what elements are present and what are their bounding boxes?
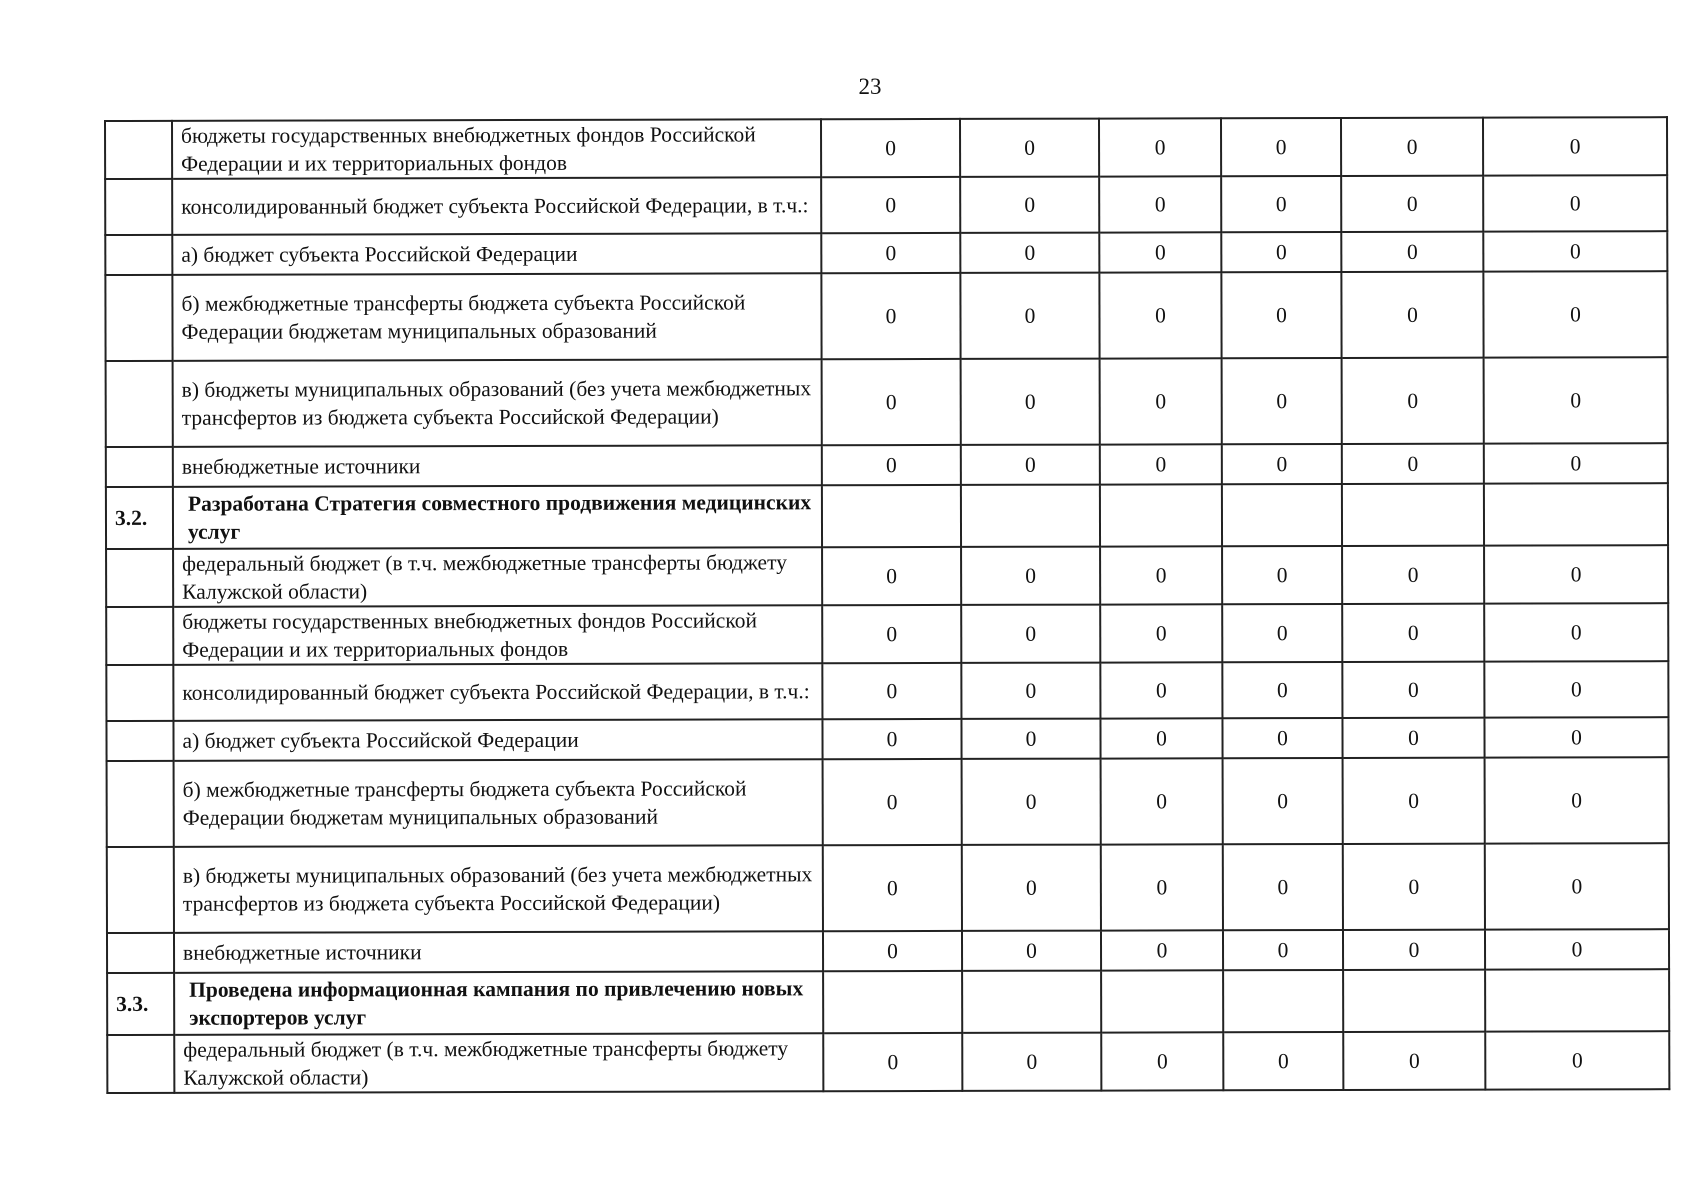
value-cell: 0	[1483, 117, 1667, 175]
section-row	[106, 483, 1668, 549]
table-row	[106, 357, 1668, 447]
value-cell: 0	[1222, 444, 1342, 484]
value-cell: 0	[1342, 604, 1484, 662]
value-cell	[1223, 970, 1343, 1032]
budget-table-body	[105, 117, 1669, 1093]
funding-source-cell: федеральный бюджет (в т.ч. межбюджетные трансферты бюджету Калужской области)	[173, 547, 822, 607]
value-cell: 0	[1100, 546, 1222, 604]
value-cell: 0	[1223, 1032, 1343, 1090]
value-cell: 0	[1483, 175, 1667, 231]
value-cell	[1484, 483, 1668, 545]
value-cell: 0	[821, 119, 960, 177]
value-cell: 0	[1484, 443, 1668, 483]
row-number-cell	[107, 933, 174, 973]
funding-source-cell: внебюджетные источники	[174, 931, 823, 973]
section-title-cell: Разработана Стратегия совместного продвижения медицинских услуг	[173, 485, 822, 549]
value-cell: 0	[822, 445, 961, 485]
value-cell: 0	[1343, 1032, 1485, 1090]
value-cell: 0	[822, 547, 961, 605]
value-cell: 0	[823, 759, 962, 845]
value-cell: 0	[821, 273, 960, 359]
row-number-cell	[105, 235, 172, 275]
value-cell: 0	[1100, 662, 1222, 718]
value-cell: 0	[1221, 272, 1341, 358]
funding-source-cell: бюджеты государственных внебюджетных фондов Российской Федерации и их территориальных фондов	[172, 119, 821, 179]
funding-source-cell: консолидированный бюджет субъекта Российской Федерации, в т.ч.:	[172, 177, 821, 235]
value-cell: 0	[822, 359, 961, 445]
section-row	[107, 969, 1669, 1035]
value-cell: 0	[961, 719, 1100, 759]
value-cell	[961, 485, 1100, 547]
value-cell: 0	[1341, 176, 1483, 232]
table-row	[105, 231, 1667, 275]
value-cell: 0	[1222, 662, 1342, 718]
funding-source-cell: бюджеты государственных внебюджетных фондов Российской Федерации и их территориальных фондов	[173, 605, 822, 665]
table-row	[106, 545, 1668, 607]
table-row	[107, 843, 1669, 933]
value-cell	[962, 971, 1101, 1033]
value-cell: 0	[1484, 357, 1668, 443]
value-cell: 0	[1223, 844, 1343, 930]
table-row	[106, 443, 1668, 487]
budget-table	[104, 116, 1670, 1094]
value-cell: 0	[1343, 930, 1485, 970]
value-cell: 0	[1222, 358, 1342, 444]
value-cell: 0	[962, 931, 1101, 971]
value-cell: 0	[1101, 844, 1223, 930]
value-cell: 0	[1223, 758, 1343, 844]
value-cell: 0	[1342, 358, 1484, 444]
value-cell: 0	[1222, 718, 1342, 758]
value-cell: 0	[1101, 758, 1223, 844]
value-cell: 0	[1483, 271, 1667, 357]
value-cell: 0	[1484, 545, 1668, 603]
value-cell: 0	[1485, 757, 1669, 843]
value-cell: 0	[1483, 231, 1667, 271]
row-number-cell	[106, 447, 173, 487]
value-cell: 0	[962, 845, 1101, 931]
value-cell: 0	[1485, 1031, 1669, 1089]
value-cell: 0	[1342, 718, 1484, 758]
value-cell: 0	[1222, 546, 1342, 604]
value-cell: 0	[823, 931, 962, 971]
funding-source-cell: консолидированный бюджет субъекта Российской Федерации, в т.ч.:	[173, 663, 822, 721]
value-cell: 0	[822, 663, 961, 719]
funding-source-cell: а) бюджет субъекта Российской Федерации	[172, 233, 821, 275]
row-number-cell: 3.2.	[106, 487, 173, 549]
value-cell: 0	[961, 663, 1100, 719]
value-cell: 0	[1100, 444, 1222, 484]
value-cell: 0	[1099, 118, 1221, 176]
funding-source-cell: федеральный бюджет (в т.ч. межбюджетные трансферты бюджету Калужской области)	[174, 1033, 823, 1093]
value-cell: 0	[1099, 176, 1221, 232]
value-cell	[1342, 484, 1484, 546]
table-row	[106, 717, 1668, 761]
row-number-cell	[107, 847, 174, 933]
value-cell: 0	[1100, 718, 1222, 758]
value-cell: 0	[962, 1033, 1101, 1091]
funding-source-cell: в) бюджеты муниципальных образований (без учета межбюджетных трансфертов из бюджета субъекта Российской Федерации)	[174, 845, 823, 933]
table-row	[106, 603, 1668, 665]
value-cell: 0	[1485, 843, 1669, 929]
value-cell: 0	[1484, 661, 1668, 717]
value-cell: 0	[1099, 232, 1221, 272]
row-number-cell	[106, 665, 173, 721]
value-cell: 0	[1221, 176, 1341, 232]
value-cell: 0	[1484, 717, 1668, 757]
table-row	[106, 661, 1668, 721]
value-cell: 0	[1485, 929, 1669, 969]
value-cell: 0	[1342, 546, 1484, 604]
value-cell: 0	[822, 719, 961, 759]
row-number-cell	[107, 1035, 174, 1093]
value-cell	[1222, 484, 1342, 546]
value-cell: 0	[1343, 844, 1485, 930]
funding-source-cell: внебюджетные источники	[173, 445, 822, 487]
funding-source-cell: б) межбюджетные трансферты бюджета субъекта Российской Федерации бюджетам муниципальных образований	[172, 273, 821, 361]
value-cell: 0	[822, 605, 961, 663]
value-cell: 0	[960, 233, 1099, 273]
value-cell: 0	[961, 445, 1100, 485]
row-number-cell	[106, 721, 173, 761]
value-cell: 0	[961, 605, 1100, 663]
value-cell: 0	[961, 547, 1100, 605]
row-number-cell	[106, 361, 173, 447]
value-cell	[1485, 969, 1669, 1031]
page-number: 23	[858, 74, 882, 99]
value-cell: 0	[1342, 662, 1484, 718]
value-cell	[1100, 484, 1222, 546]
value-cell: 0	[1221, 118, 1341, 176]
value-cell: 0	[960, 273, 1099, 359]
row-number-cell	[105, 179, 172, 235]
value-cell: 0	[1222, 604, 1342, 662]
value-cell: 0	[1341, 118, 1483, 176]
value-cell: 0	[1099, 272, 1221, 358]
value-cell: 0	[1341, 272, 1483, 358]
funding-source-cell: в) бюджеты муниципальных образований (без учета межбюджетных трансфертов из бюджета субъекта Российской Федерации)	[173, 359, 822, 447]
value-cell: 0	[962, 759, 1101, 845]
value-cell: 0	[1341, 232, 1483, 272]
value-cell: 0	[821, 233, 960, 273]
section-title-cell: Проведена информационная кампания по привлечению новых экспортеров услуг	[174, 971, 823, 1035]
value-cell	[823, 971, 962, 1033]
value-cell: 0	[960, 119, 1099, 177]
value-cell: 0	[1343, 758, 1485, 844]
value-cell: 0	[1221, 232, 1341, 272]
value-cell: 0	[1223, 930, 1343, 970]
value-cell: 0	[960, 177, 1099, 233]
value-cell: 0	[1100, 358, 1222, 444]
table-row	[105, 271, 1667, 361]
value-cell: 0	[1342, 444, 1484, 484]
row-number-cell	[105, 121, 172, 179]
row-number-cell	[105, 275, 172, 361]
value-cell: 0	[961, 359, 1100, 445]
table-row	[107, 757, 1669, 847]
row-number-cell	[106, 607, 173, 665]
table-row	[105, 117, 1667, 179]
value-cell: 0	[1101, 930, 1223, 970]
funding-source-cell: б) межбюджетные трансферты бюджета субъекта Российской Федерации бюджетам муниципальных образований	[174, 759, 823, 847]
row-number-cell	[107, 761, 174, 847]
table-row	[107, 1031, 1669, 1093]
value-cell: 0	[821, 177, 960, 233]
value-cell: 0	[823, 1033, 962, 1091]
row-number-cell	[106, 549, 173, 607]
value-cell: 0	[1100, 604, 1222, 662]
value-cell: 0	[823, 845, 962, 931]
value-cell	[822, 485, 961, 547]
value-cell: 0	[1101, 1032, 1223, 1090]
table-row	[105, 175, 1667, 235]
value-cell	[1343, 970, 1485, 1032]
funding-source-cell: а) бюджет субъекта Российской Федерации	[173, 719, 822, 761]
value-cell: 0	[1484, 603, 1668, 661]
value-cell	[1101, 970, 1223, 1032]
table-row	[107, 929, 1669, 973]
row-number-cell: 3.3.	[107, 973, 174, 1035]
